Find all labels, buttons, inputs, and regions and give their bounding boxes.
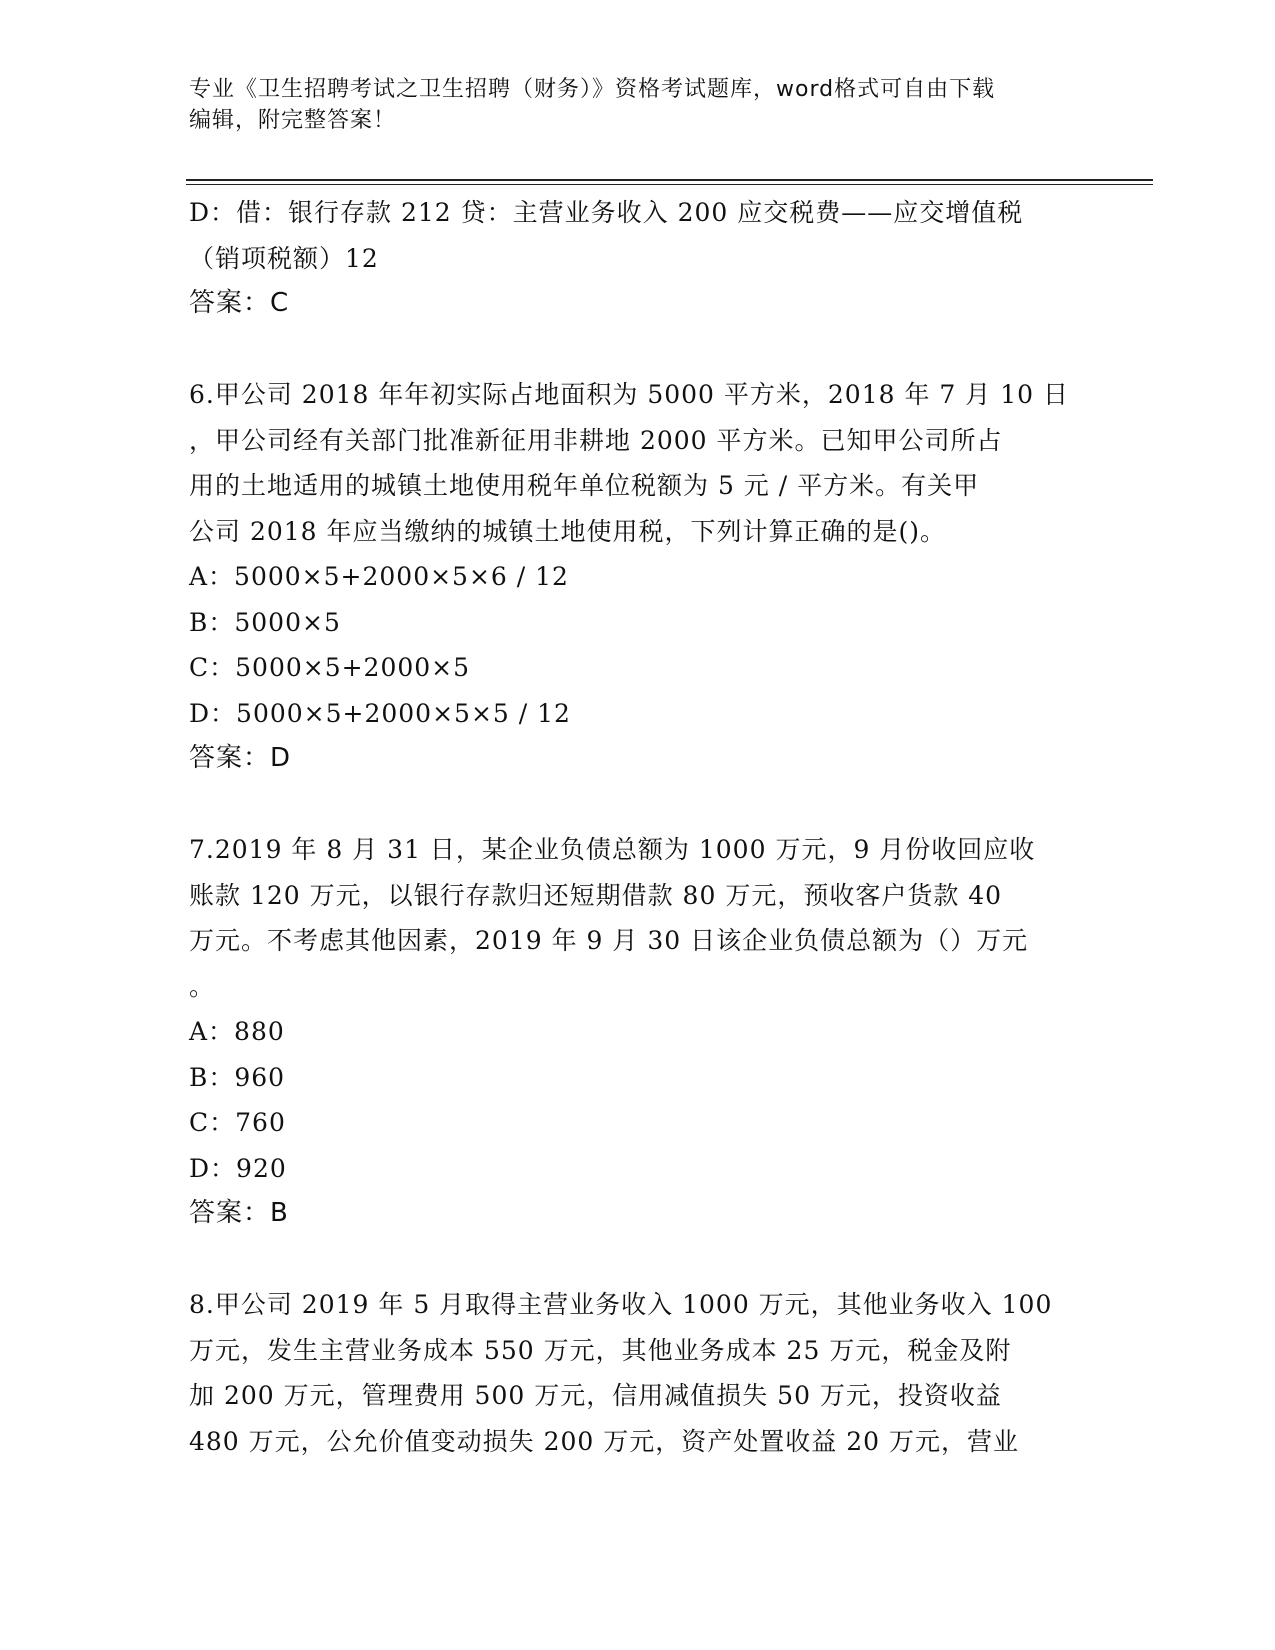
question-6 [189, 372, 1089, 782]
header-line: 编辑，附完整答案！ [189, 108, 397, 133]
question-7 [189, 827, 1089, 1237]
answer-line: 答案：C [189, 288, 290, 318]
question-text-line: 。 [189, 971, 216, 1001]
option-d: D：借：银行存款 212 贷：主营业务收入 200 应交税费——应交增值税 [189, 198, 1024, 227]
header-line: 专业《卫生招聘考试之卫生招聘（财务）》资格考试题库，word格式可自由下载 [189, 77, 996, 102]
question-text-line: 万元，发生主营业务成本 550 万元，其他业务成本 25 万元，税金及附 [189, 1335, 1012, 1365]
question-text-line: 6.甲公司 2018 年年初实际占地面积为 5000 平方米，2018 年 7 月 10 日 [189, 380, 1069, 409]
header-rule-thick [186, 179, 1153, 181]
option-a: A：5000×5+2000×5×6 / 12 [189, 562, 569, 591]
spacer [189, 782, 1089, 828]
answer-line: 答案：B [189, 1198, 289, 1228]
option-a: A：880 [189, 1017, 285, 1046]
question-text-line: 用的土地适用的城镇土地使用税年单位税额为 5 元 / 平方米。有关甲 [189, 471, 980, 500]
option-c: C：5000×5+2000×5 [189, 653, 471, 682]
document-body [189, 190, 1089, 1464]
question-text-line: 8.甲公司 2019 年 5 月取得主营业务收入 1000 万元，其他业务收入 100 [189, 1290, 1053, 1319]
option-b: B：960 [189, 1062, 286, 1092]
document-header [189, 74, 1089, 136]
option-d: D：5000×5+2000×5×5 / 12 [189, 698, 571, 728]
question-text-line: ，甲公司经有关部门批准新征用非耕地 2000 平方米。已知甲公司所占 [189, 425, 1003, 455]
spacer [189, 327, 1089, 373]
question-text-line: 加 200 万元，管理费用 500 万元，信用减值损失 50 万元，投资收益 [189, 1381, 1002, 1410]
option-d-continued: （销项税额）12 [189, 243, 379, 273]
question-8 [189, 1282, 1089, 1464]
question-text-line: 账款 120 万元，以银行存款归还短期借款 80 万元，预收客户货款 40 [189, 880, 1003, 910]
spacer [189, 1237, 1089, 1283]
previous-question-tail [189, 190, 1089, 327]
answer-line: 答案：D [189, 743, 292, 773]
question-text-line: 7.2019 年 8 月 31 日，某企业负债总额为 1000 万元，9 月份收回应收 [189, 835, 1036, 864]
option-c: C：760 [189, 1108, 286, 1137]
question-text-line: 公司 2018 年应当缴纳的城镇土地使用税，下列计算正确的是()。 [189, 516, 947, 546]
header-rule-thin [186, 184, 1153, 185]
question-text-line: 万元。不考虑其他因素，2019 年 9 月 30 日该企业负债总额为（）万元 [189, 926, 1029, 955]
question-text-line: 480 万元，公允价值变动损失 200 万元，资产处置收益 20 万元，营业 [189, 1426, 1019, 1456]
option-b: B：5000×5 [189, 607, 341, 637]
option-d: D：920 [189, 1153, 287, 1183]
